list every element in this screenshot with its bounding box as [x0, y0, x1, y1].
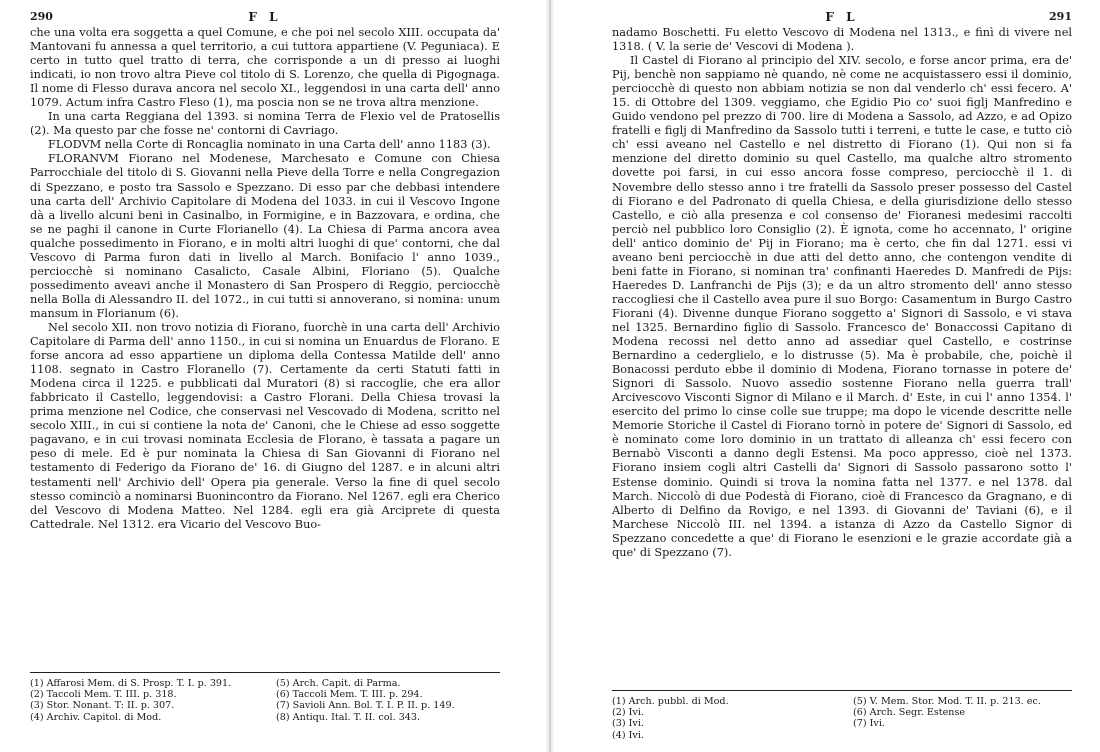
- page-header: [612, 10, 1072, 26]
- footnote: (1) Arch. pubbl. di Mod.: [612, 696, 729, 707]
- body-text: [30, 26, 500, 532]
- paragraph: FLODVM nella Corte di Roncaglia nominato in una Carta dell' anno 1183 (3).: [48, 138, 491, 152]
- page-number: 290: [30, 10, 53, 23]
- body-text: [612, 26, 1072, 560]
- footnote: (7) Savioli Ann. Bol. T. I. P. II. p. 149.: [276, 700, 455, 712]
- page-number: 291: [1049, 10, 1072, 23]
- running-head: F L: [248, 10, 282, 24]
- footnote-rule: [612, 690, 1072, 691]
- footnote-column: [853, 696, 1072, 741]
- footnote: (2) Taccoli Mem. T. III. p. 318.: [30, 689, 177, 701]
- footnotes: [612, 696, 1072, 741]
- footnote: (5) V. Mem. Stor. Mod. T. II. p. 213. ec.: [853, 696, 1041, 707]
- footnote-column: [612, 696, 831, 741]
- footnote-column: [276, 678, 500, 723]
- paragraph: Nel secolo XII. non trovo notizia di Fiorano, fuorchè in una carta dell' Archivio Capitolare di Parma dell' anno 1150., in cui si nomina un Enuardus de Florano. E forse ancora ad esso appartiene un diploma della Contessa Matilde dell' anno 1108. segnato in Castro Floranello (7). Certamente da certi Statuti fatti in Modena circa il 1225. e pubblicati dal Muratori (8) si raccoglie, che era allor fabbricato il Castello, leggendovisi: a Castro Florani. Della Chiesa trovasi la prima menzione nel Codice, che conservasi nel Vescovado di Modena, scritto nel secolo XIII., in cui si contiene la nota de' Canoni, che le Chiese ad esso soggette pagavano, e in cui trovasi nominata Ecclesia de Florano, è tassata a pagare un peso di mele. Ed è pur nominata la Chiesa di San Giovanni di Fiorano nel testamento di Federigo da Fiorano de' 16. di Giugno del 1287. e in alcuni altri testamenti nell' Archivio dell' Opera pia generale. Verso la fine di quel secolo stesso cominciò a nominarsi Buonincontro da Fiorano. Nel 1267. egli era Cherico del Vescovo di Modena Matteo. Nel 1284. egli era già Arciprete di questa Cattedrale. Nel 1312. era Vicario del Vescovo Buo-: [30, 320, 500, 531]
- footnote: (7) Ivi.: [853, 718, 885, 730]
- paragraph: FLORANVM Fiorano nel Modenese, Marchesato e Comune con Chiesa Parrocchiale del titolo di S. Giovanni nella Pieve della Torre e nella Congregazion di Spezzano, e posto tra Sassolo e Spezzano. Di esso par che debbasi intendere una carta dell' Archivio Capitolare di Modena del 1033. in cui il Vescovo Ingone dà a livello alcuni beni in Casinalbo, in Formigine, e in Bazzovara, e ordina, che se ne paghi il canone in Curte Florianello (4). La Chiesa di Parma ancora avea qualche possedimento in Fiorano, e in molti altri luoghi di que' contorni, che dal Vescovo di Parma furon dati in livello al March. Bonifacio l' anno 1039., perciocchè si nominano Casalicto, Casale Albini, Floriano (5). Qualche possedimento aveavi anche il Monastero di San Prospero di Reggio, perciocchè nella Bolla di Alessandro II. del 1072., in cui tutti si annoverano, si nomina: unum mansum in Florianum (6).: [30, 152, 500, 320]
- paragraph: nadamo Boschetti. Fu eletto Vescovo di Modena nel 1313., e finì di vivere nel 1318. ( V. la serie de' Vescovi di Modena ).: [612, 26, 1072, 54]
- book-gutter: [545, 0, 555, 752]
- footnote: (6) Taccoli Mem. T. III. p. 294.: [276, 689, 423, 701]
- footnote: (4) Ivi.: [612, 729, 644, 741]
- left-page: [30, 10, 500, 745]
- paragraph: In una carta Reggiana del 1393. si nomina Terra de Flexio vel de Pratosellis (2). Ma questo par che fosse ne' contorni di Cavriago.: [30, 110, 500, 138]
- footnote: (2) Ivi.: [612, 707, 644, 719]
- right-page: [612, 10, 1072, 745]
- footnote: (6) Arch. Segr. Estense: [853, 707, 966, 719]
- running-head: F L: [825, 10, 859, 24]
- footnote: (3) Stor. Nonant. T: II. p. 307.: [30, 700, 175, 712]
- footnote: (8) Antiqu. Ital. T. II. col. 343.: [276, 711, 421, 723]
- page-header: [30, 10, 500, 26]
- footnote: (4) Archiv. Capitol. di Mod.: [30, 711, 162, 723]
- footnote: (3) Ivi.: [612, 718, 644, 730]
- footnote-rule: [30, 672, 500, 673]
- footnote: (5) Arch. Capit. di Parma.: [276, 678, 401, 689]
- footnote-column: [30, 678, 254, 723]
- footnote: (1) Affarosi Mem. di S. Prosp. T. I. p. 391.: [30, 678, 232, 689]
- footnotes: [30, 678, 500, 723]
- paragraph: Il Castel di Fiorano al principio del XIV. secolo, e forse ancor prima, era de' Pij, benchè non sappiamo nè quando, nè come ne acquistassero essi il dominio, perciocchè di questo non abbiam notizia se non dal venderlo ch' essi fecero. A' 15. di Ottobre del 1309. veggiamo, che Egidio Pio co' suoi figlj Manfredino e Guido vendono pel prezzo di 700. lire di Modena a Sassolo, ad Azzo, e ad Opizo fratelli e figlj di Manfredino da Sassolo tutti i terreni, e tutte le case, e tutto ciò ch' essi aveano nel Castello e nel distretto di Fiorano (1). Qui non si fa menzione del diretto dominio su quel Castello, ma qualche altro stromento dovette poi farsi, in cui esso ancora fosse compreso, perciocchè il 1. di Novembre dello stesso anno i tre fratelli da Sassolo preser possesso del Castel di Fiorano e del Padronato di quella Chiesa, e della giurisdizione dello stesso Castello, e ciò alla presenza e col consenso de' Fioranesi medesimi raccolti perciò nel pubblico loro Consiglio (2). È ignota, come ho accennato, l' origine dell' antico dominio de' Pij in Fiorano; ma è certo, che fin dal 1271. essi vi aveano beni perciocchè in due atti del detto anno, che contengon vendite di beni fatte in Fiorano, si nominan tra' confinanti Haeredes D. Manfredi de Pijs: Haeredes D. Lanfranchi de Pijs (3); e da un altro stromento dell' anno stesso raccogliesi che il Castello avea pure il suo Borgo: Casamentum in Burgo Castro Fiorani (4). Divenne dunque Fiorano soggetto a' Signori di Sassolo, e vi stava nel 1325. Bernardino figlio di Sassolo. Francesco de' Bonaccossi Capitano di Modena recossi nel detto anno ad assediar quel Castello, e costrinse Bernardino a cederglielo, e lo distrusse (5). Ma è probabile, che, poichè il Bonacossi perduto ebbe il dominio di Modena, Fiorano tornasse in potere de' Signori di Sassolo. Nuovo assedio sostenne Fiorano nella guerra trall' Arcivescovo Visconti Signor di Milano e il March. d' Este, in cui l' anno 1354. l' esercito del primo lo cinse colle sue truppe; ma dopo le vicende descritte nelle Memorie Storiche il Castel di Fiorano tornò in potere de' Signori di Sassolo, ed è nominato come loro dominio in un trattato di alleanza ch' essi fecero con Bernabò Visconti a danno degli Estensi. Ma poco appresso, cioè nel 1373. Fiorano insiem cogli altri Castelli da' Signori di Sassolo passarono sotto l' Estense dominio. Quindi si trova la nomina fatta nel 1377. e nel 1378. dal March. Niccolò di due Podestà di Fiorano, cioè di Francesco da Gragnano, e di Alberto di Delfino da Rovigo, e nel 1393. di Giovanni de' Taviani (6), e il Marchese Niccolò III. nel 1394. a istanza di Azzo da Castello Signor di Spezzano concedette a que' di Fiorano le esenzioni e le grazie accordate già a que' di Spezzano (7).: [612, 54, 1072, 559]
- paragraph: che una volta era soggetta a quel Comune, e che poi nel secolo XIII. occupata da' Mantovani fu annessa a quel territorio, a cui tuttora appartiene (V. Peguniaca). E certo in tutto quel tratto di terra, che corrisponde a un di presso ai luoghi indicati, io non trovo altra Pieve col titolo di S. Lorenzo, che quella di Pigognaga. Il nome di Flesso durava ancora nel secolo XI., leggendosi in una carta dell' anno 1079. Actum infra Castro Fleso (1), ma poscia non se ne trova altra menzione.: [30, 26, 500, 110]
